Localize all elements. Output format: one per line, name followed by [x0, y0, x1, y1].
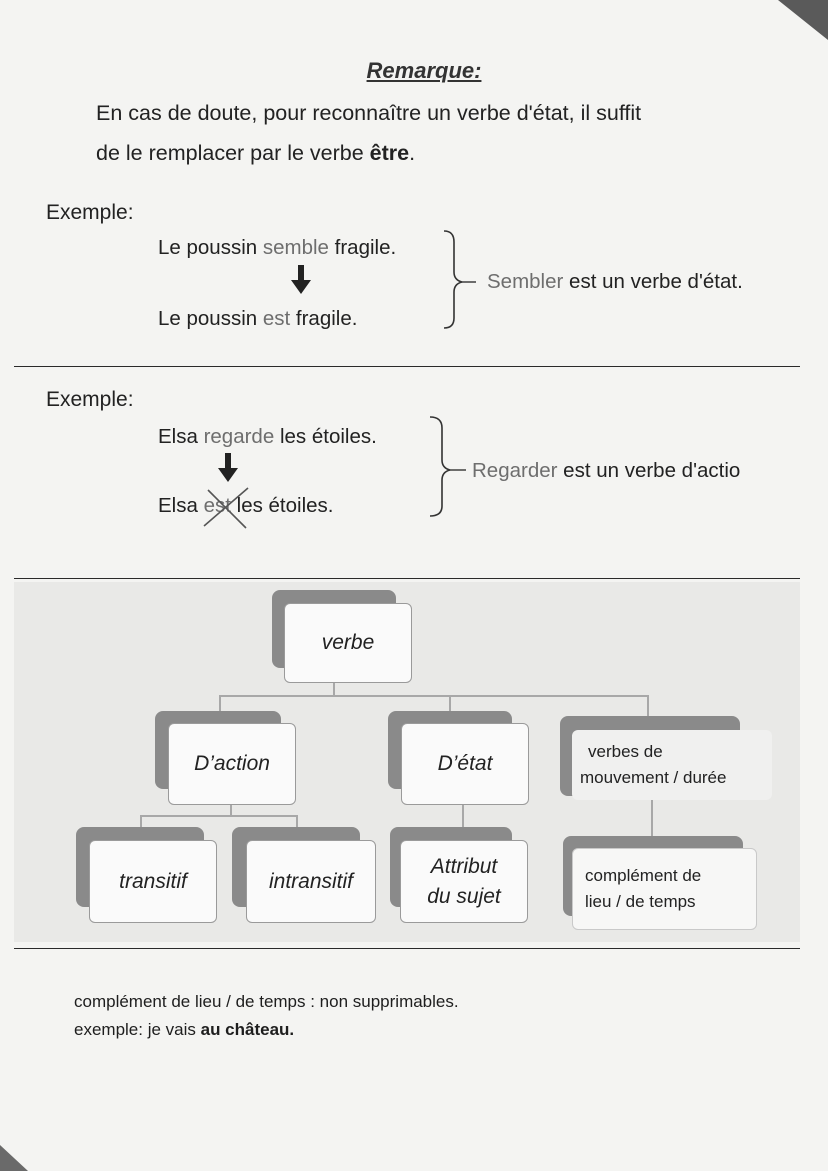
example-1-sentence-1: Le poussin semble fragile.: [158, 236, 397, 259]
node-verbe: verbe: [284, 603, 412, 683]
example-2-conclusion: Regarder est un verbe d'actio: [472, 459, 741, 482]
divider: [14, 578, 800, 579]
example-1-sentence-2: Le poussin est fragile.: [158, 307, 358, 330]
node-transitif: transitif: [89, 840, 217, 923]
page-corner-shadow-bottom: [0, 1145, 28, 1171]
example-1-conclusion: Sembler est un verbe d'état.: [487, 270, 743, 293]
example-2-sentence-1: Elsa regarde les étoiles.: [158, 425, 377, 448]
connector-line: [647, 695, 649, 717]
node-attribut: Attribut du sujet: [400, 840, 528, 923]
connector-line: [651, 800, 653, 836]
example-2-label: Exemple:: [46, 388, 134, 411]
node-mouvement: verbes de mouvement / durée: [572, 730, 772, 800]
page-corner-shadow: [778, 0, 828, 40]
connector-line: [219, 695, 649, 697]
note-line-2: exemple: je vais au château.: [74, 1020, 295, 1039]
cross-out-icon: [200, 484, 252, 530]
remark-line-2: de le remplacer par le verbe être.: [96, 141, 416, 165]
divider: [14, 948, 800, 949]
remark-title: Remarque:: [366, 58, 482, 83]
node-complement: complément de lieu / de temps: [572, 848, 757, 930]
example-2-sentence-2: Elsa est les étoiles.: [158, 494, 334, 517]
node-intransitif: intransitif: [246, 840, 376, 923]
connector-line: [462, 803, 464, 829]
divider: [14, 366, 800, 367]
down-arrow-icon: [216, 453, 240, 483]
remark-line-1: En cas de doute, pour reconnaître un verbe d'état, il suffit: [96, 101, 642, 125]
example-1-label: Exemple:: [46, 201, 134, 224]
connector-line: [333, 682, 335, 696]
node-action: D’action: [168, 723, 296, 805]
node-etat: D’état: [401, 723, 529, 805]
note-line-1: complément de lieu / de temps : non supprimables.: [74, 992, 459, 1011]
connector-line: [140, 815, 298, 817]
down-arrow-icon: [289, 265, 313, 295]
right-brace-icon: [432, 228, 492, 332]
